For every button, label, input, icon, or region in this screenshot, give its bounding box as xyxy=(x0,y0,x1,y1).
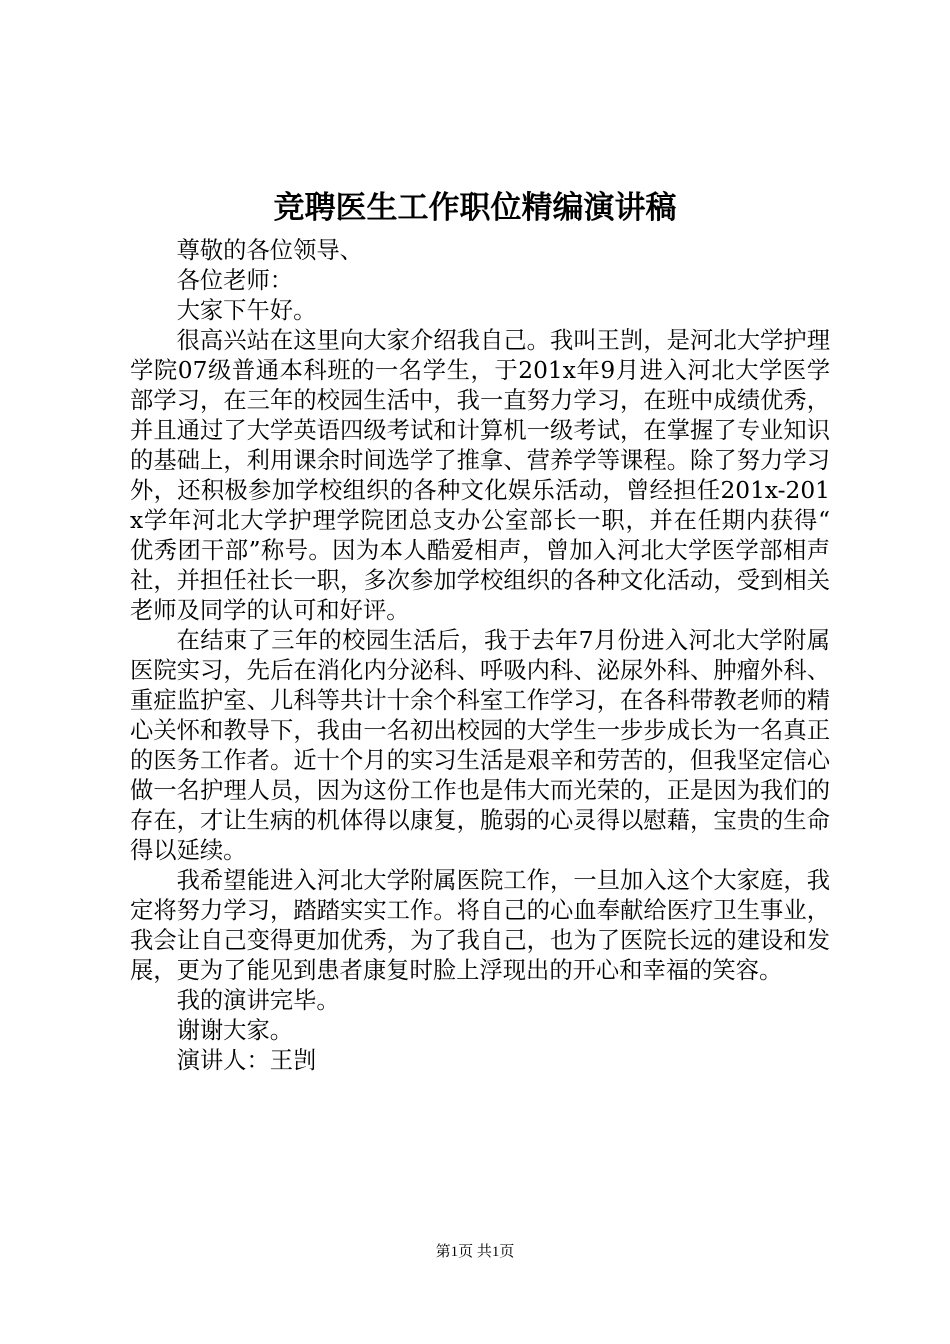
paragraph-introduction: 很高兴站在这里向大家介绍我自己。我叫王剀，是河北大学护理学院07级普通本科班的一名学生，于201x年9月进入河北大学医学部学习，在三年的校园生活中，我一直努力学习，在班中成绩优秀，并且通过了大学英语四级考试和计算机一级考试，在掌握了专业知识的基础上，利用课余时间选学了推拿、营养学等课程。除了努力学习外，还积极参加学校组织的各种文化娱乐活动，曾经担任201x-201x学年河北大学护理学院团总支办公室部长一职，并在任期内获得“优秀团干部”称号。因为本人酷爱相声，曾加入河北大学医学部相声社，并担任社长一职，多次参加学校组织的各种文化活动，受到相关老师及同学的认可和好评。 xyxy=(130,327,830,624)
thanks-line: 谢谢大家。 xyxy=(176,1017,294,1044)
page-number-footer: 第1页 共1页 xyxy=(435,1244,515,1260)
paragraph-internship: 在结束了三年的校园生活后，我于去年7月份进入河北大学附属医院实习，先后在消化内分泌科、呼吸内科、泌尿外科、肿瘤外科、重症监护室、儿科等共计十余个科室工作学习，在各科带教老师的精心关怀和教导下，我由一名初出校园的大学生一步步成长为一名真正的医务工作者。近十个月的实习生活是艰辛和劳苦的，但我坚定信心做一名护理人员，因为这份工作也是伟大而光荣的，正是因为我们的存在，才让生病的机体得以康复，脆弱的心灵得以慰藉，宝贵的生命得以延续。 xyxy=(130,627,830,864)
document-body xyxy=(130,236,830,1076)
paragraph-aspiration: 我希望能进入河北大学附属医院工作，一旦加入这个大家庭，我定将努力学习，踏踏实实工作。将自己的心血奉献给医疗卫生事业，我会让自己变得更加优秀，为了我自己，也为了医院长远的建设和发展，更为了能见到患者康复时脸上浮现出的开心和幸福的笑容。 xyxy=(130,867,830,984)
closing-line: 我的演讲完毕。 xyxy=(176,987,340,1014)
document-title: 竞聘医生工作职位精编演讲稿 xyxy=(273,190,677,226)
salutation-line-2: 各位老师： xyxy=(176,267,294,294)
speaker-line: 演讲人：王剀 xyxy=(176,1047,317,1074)
greeting-line: 大家下午好。 xyxy=(176,297,317,324)
salutation-line-1: 尊敬的各位领导、 xyxy=(176,237,363,264)
